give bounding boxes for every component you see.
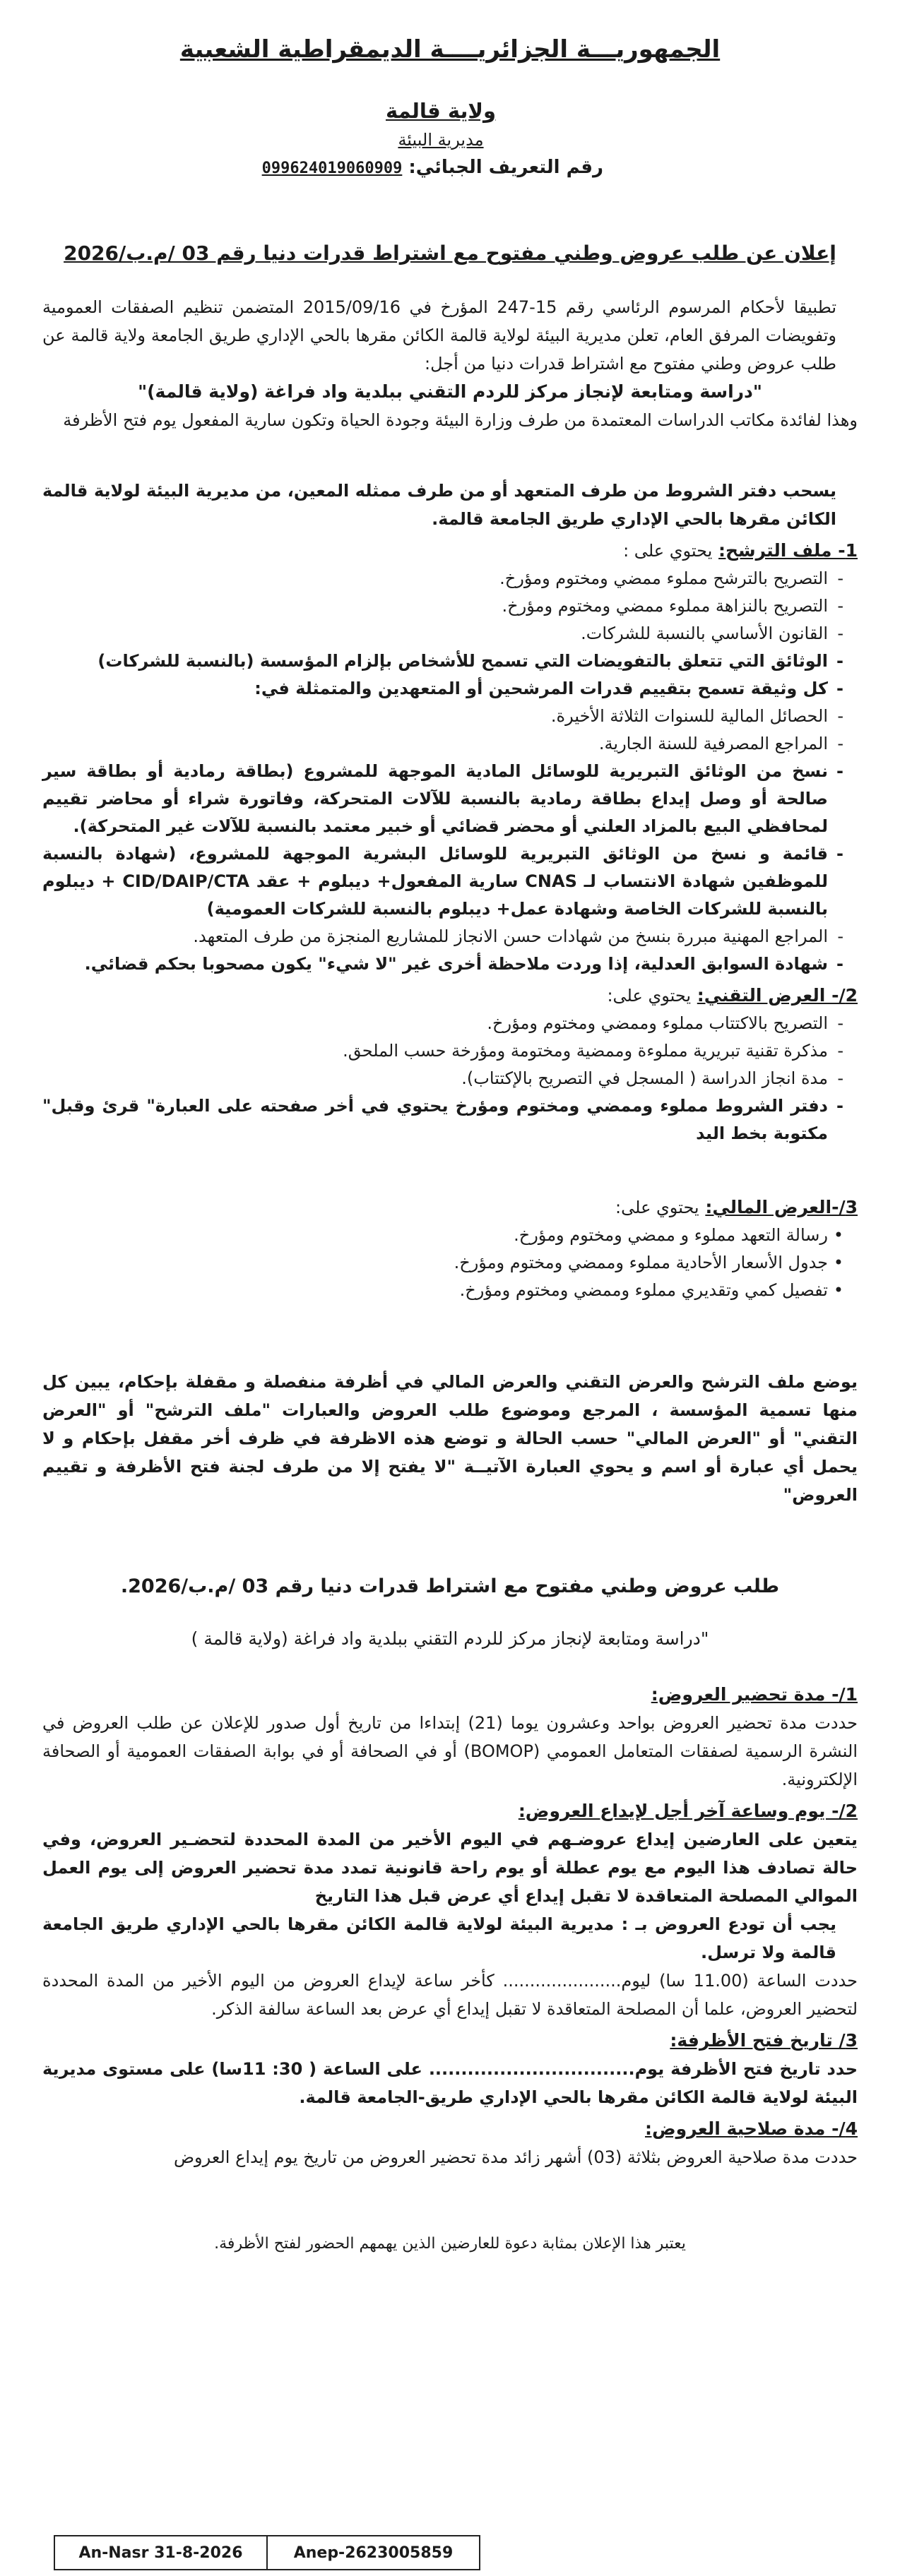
list-item: - القانون الأساسي بالنسبة للشركات. — [42, 620, 843, 648]
validity-title: 4/- مدة صلاحية العروض: — [644, 2118, 858, 2139]
opening-title: 3/ تاريخ فتح الأظرفة: — [670, 2030, 858, 2051]
second-project: "دراسة ومتابعة لإنجاز مركز للردم التقني ببلدية واد فراغة (ولاية قالمة ) — [191, 1628, 709, 1649]
directorate-name: مديرية البيئة — [398, 130, 484, 150]
list-item: - نسخ من الوثائق التبريرية للوسائل المادية الموجهة للمشروع (بطاقة رمادية أو بطاقة سير صالحة أو وصل إيداع بطاقة رمادية بالنسبة للآلات المتحركة، وفاتورة شراء أو محاضر تقييم لمحافظي البيع بالمزاد العلني أو محضر قضائي أو خبير معتمد بالنسبة للآلات غير المتحركة). — [42, 758, 843, 840]
period-heading — [42, 1684, 858, 1705]
candidacy-list — [42, 565, 858, 978]
tax-id-row — [42, 157, 858, 178]
section-financial-title: 3/-العرض المالي: — [705, 1197, 858, 1217]
list-item: - مذكرة تقنية تبريرية مملوءة وممضية ومختومة ومؤرخة حسب الملحق. — [42, 1037, 843, 1065]
wilaya-name: ولاية قالمة — [386, 99, 496, 123]
technical-list — [42, 1010, 858, 1147]
section-candidacy-sub: يحتوي على : — [623, 541, 713, 561]
section-technical-heading — [42, 985, 858, 1006]
list-item: - التصريح بالترشح مملوء ممضي ومختوم ومؤرخ. — [42, 565, 843, 592]
validity-heading — [42, 2118, 858, 2139]
list-item: • جدول الأسعار الأحادية مملوء وممضي ومختوم ومؤرخ. — [42, 1249, 843, 1277]
section-technical-sub: يحتوي على: — [607, 986, 692, 1006]
specs-withdrawal: يسحب دفتر الشروط من طرف المتعهد أو من طرف ممثله المعين، من مديرية البيئة لولاية قالمة الكائن مقرها بالحي الإداري طريق الجامعة قالمة. — [42, 481, 836, 529]
list-item: - قائمة و نسخ من الوثائق التبريرية للوسائل البشرية الموجهة للمشروع، (شهادة بالنسبة للموظفين شهادة الانتساب لـ CNAS سارية المفعول+ ديبلوم + عقد CID/DAIP/CTA + ديبلوم بالنسبة للشركات الخاصة وشهادة عمل+ ديبلوم بالنسبة للشركات العمومية) — [42, 840, 843, 923]
project-title: "دراسة ومتابعة لإنجاز مركز للردم التقني ببلدية واد فراغة (ولاية قالمة)" — [138, 381, 762, 402]
intro-paragraph: تطبيقا لأحكام المرسوم الرئاسي رقم 15-247 المؤرخ في 2015/09/16 المتضمن تنظيم الصفقات العمومية وتفويضات المرفق العام، تعلن مديرية البيئة لولاية قالمة الكائن مقرها بالحي الإداري طريق الجامعة ولاية قالمة عن طلب عروض وطني مفتوح مع اشتراط قدرات دنيا من أجل: — [42, 297, 837, 374]
republic-title: الجمهوريـــة الجزائريــــة الديمقراطية الشعبية — [179, 35, 721, 64]
list-item: • تفصيل كمي وتقديري مملوء وممضي ومختوم ومؤرخ. — [42, 1277, 843, 1304]
list-item: • رسالة التعهد مملوء و ممضي ومختوم ومؤرخ. — [42, 1222, 843, 1249]
section-technical-title: 2/- العرض التقني: — [697, 985, 858, 1006]
publication-footer — [54, 2535, 480, 2570]
deadline-text: يتعين على العارضين إيداع عروضـهم في اليوم الأخير من المدة المحددة لتحضـير العروض، وفي حالة تصادف هذا اليوم مع يوم عطلة أو يوم راحة قانونية تمدد مدة تحضير العروض إلى يوم العمل الموالي المصلحة المتعاقدة لا تقبل إيداع أي عرض قبل هذا التاريخ — [42, 1830, 858, 1906]
list-item: - المراجع المصرفية للسنة الجارية. — [42, 730, 843, 758]
list-item: - التصريح بالاكتتاب مملوء وممضي ومختوم ومؤرخ. — [42, 1010, 843, 1037]
list-item: - كل وثيقة تسمح بتقييم قدرات المرشحين أو المتعهدين والمتمثلة في: — [42, 675, 843, 703]
deadline-hour-text: حددت الساعة (11.00 سا) ليوم...................... كأخر ساعة لإيداع العروض من اليوم الأخير من المدة المحددة لتحضير العروض، علما أن المصلحة المتعاقدة لا تقبل إيداع أي عرض بعد الساعة سالفة الذكر. — [42, 1971, 858, 2019]
deposit-place-text: يجب أن تودع العروض بـ : مديرية البيئة لولاية قالمة الكائن مقرها بالحي الإداري طريق الجامعة قالمة ولا ترسل. — [42, 1914, 836, 1962]
period-text: حددت مدة تحضير العروض بواحد وعشرون يوما (21) إبتداءا من تاريخ أول صدور للإعلان عن طلب العروض في النشرة الرسمية لصفقات المتعامل العمومي (BOMOP) أو في الصحافة أو في بوابة الصفقات العمومية أو الصحافة الإلكترونية. — [42, 1713, 858, 1789]
list-item: - التصريح بالنزاهة مملوء ممضي ومختوم ومؤرخ. — [42, 592, 843, 620]
tax-id-label: رقم التعريف الجبائي: — [408, 157, 603, 178]
list-item: - الحصائل المالية للسنوات الثلاثة الأخيرة. — [42, 703, 843, 730]
list-item: - الوثائق التي تتعلق بالتفويضات التي تسمح للأشخاص بإلزام المؤسسة (بالنسبة للشركات) — [42, 648, 843, 675]
list-item: - المراجع المهنية مبررة بنسخ من شهادات حسن الانجاز للمشاريع المنجزة من طرف المتعهد. — [42, 923, 843, 950]
financial-list — [42, 1222, 858, 1304]
deadline-title: 2/- يوم وساعة آخر أجل لإيداع العروض: — [518, 1801, 858, 1821]
section-candidacy-title: 1- ملف الترشح: — [718, 540, 858, 561]
validity-text: حددت مدة صلاحية العروض بثلاثة (03) أشهر زائد مدة تحضير العروض من تاريخ يوم إيداع العروض — [174, 2147, 858, 2167]
deadline-heading — [42, 1801, 858, 1821]
period-title: 1/- مدة تحضير العروض: — [651, 1684, 858, 1705]
list-item: - مدة انجاز الدراسة ( المسجل في التصريح بالإكتتاب). — [42, 1065, 843, 1092]
intro-beneficiary: وهذا لفائدة مكاتب الدراسات المعتمدة من طرف وزارة البيئة وجودة الحياة وتكون سارية المفعول يوم فتح الأظرفة — [63, 410, 858, 430]
issuer-block — [257, 99, 624, 150]
list-item: - شهادة السوابق العدلية، إذا وردت ملاحظة أخرى غير "لا شيء" يكون مصحوبا بحكم قضائي. — [42, 950, 843, 978]
tax-id-value: 099624019060909 — [261, 160, 403, 177]
newspaper-ref: An-Nasr 31-8-2026 — [78, 2544, 243, 2562]
opening-text: حدد تاريخ فتح الأظرفة يوم................................ على الساعة ( 30: 11سا) على مستوى مديرية البيئة لولاية قالمة الكائن مقرها بالحي الإداري طريق-الجامعة قالمة. — [42, 2059, 858, 2107]
section-financial-heading — [42, 1197, 858, 1217]
opening-heading — [42, 2030, 858, 2051]
second-title: طلب عروض وطني مفتوح مع اشتراط قدرات دنيا رقم 03 /م.ب/2026. — [120, 1575, 780, 1597]
anep-ref: Anep-2623005859 — [266, 2536, 479, 2569]
list-item: - دفتر الشروط مملوء وممضي ومختوم ومؤرخ يحتوي في أخر صفحته على العبارة" قرئ وقبل" مكتوبة بخط اليد — [42, 1092, 843, 1147]
envelopes-paragraph: يوضع ملف الترشح والعرض التقني والعرض المالي في أظرفة منفصلة و مقفلة بإحكام، يبين كل منها تسمية المؤسسة ، المرجع وموضوع طلب العروض والعبارات "ملف الترشح" أو "العرض التقني" أو "العرض المالي" حسب الحالة و توضع هذه الاظرفة في ظرف أخر مقفل بإحكام و لا يحمل أي عبارة أو اسم و يحوي العبارة الآتيــة "لا يفتح إلا من طرف لجنة فتح الأظرفة و تقييم العروض" — [42, 1372, 858, 1505]
closing-line: يعتبر هذا الإعلان بمثابة دعوة للعارضين الذين يهمهم الحضور لفتح الأظرفة. — [214, 2235, 686, 2253]
section-financial-sub: يحتوي على: — [615, 1198, 699, 1217]
announcement-title: إعلان عن طلب عروض وطني مفتوح مع اشتراط قدرات دنيا رقم 03 /م.ب/2026 — [64, 242, 836, 265]
section-candidacy-heading — [42, 540, 858, 561]
